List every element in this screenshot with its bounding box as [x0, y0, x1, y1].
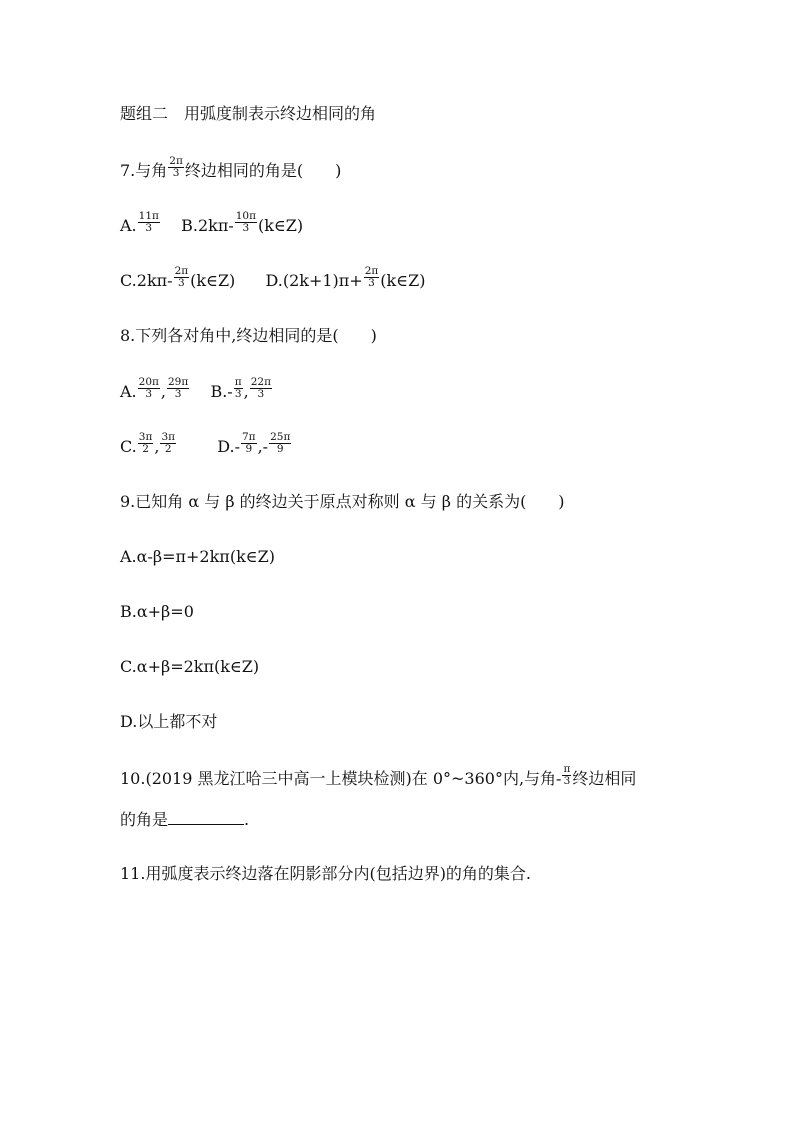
q9-option-d: D.以上都不对 — [120, 712, 218, 731]
q8-option-c: C. $\frac{3\pi}{2}$ , $\frac{3\pi}{2}$ — [120, 431, 176, 456]
q7-fraction: $\frac{2\pi}{3}$ — [169, 155, 183, 179]
question-7 — [120, 155, 342, 183]
q9-option-b: B.α+β=0 — [120, 602, 194, 621]
question-10-line2: 的角是 . — [120, 810, 250, 829]
q7-option-b: B.2kπ- $\frac{10\pi}{3}$ (k∈Z) — [181, 210, 304, 235]
q8-options-ab — [120, 376, 273, 404]
q7-options-ab — [120, 210, 304, 238]
q9-option-c: C.α+β=2kπ(k∈Z) — [120, 657, 260, 676]
q8-option-a: A. $\frac{20\pi}{3}$ , $\frac{29\pi}{3}$ — [120, 376, 189, 401]
q8-option-d: D.- $\frac{7\pi}{9}$ ,- $\frac{25\pi}{9}$ — [217, 431, 291, 456]
q9-option-a: A.α-β=π+2kπ(k∈Z) — [120, 547, 275, 566]
section-heading — [120, 104, 376, 124]
q7-prefix: 7.与角 — [120, 161, 168, 180]
question-11: 11.用弧度表示终边落在阴影部分内(包括边界)的角的集合. — [120, 864, 532, 883]
question-9: 9.已知角 α 与 β 的终边关于原点对称则 α 与 β 的关系为( ) — [120, 492, 565, 511]
q8-option-b: B.- $\frac{\pi}{3}$ , $\frac{22\pi}{3}$ — [210, 376, 271, 401]
q8-options-cd — [120, 431, 292, 459]
question-10: 10.(2019 黑龙江哈三中高一上模块检测)在 0°~360°内,与角- $\frac{\pi}{3}$ 终边相同 — [120, 763, 637, 788]
heading-text: 题组二 用弧度制表示终边相同的角 — [120, 104, 377, 123]
question-8: 8.下列各对角中,终边相同的是( ) — [120, 326, 377, 345]
q7-option-c: C.2kπ- $\frac{2\pi}{3}$ (k∈Z) — [120, 265, 236, 290]
q7-option-a: A. $\frac{11\pi}{3}$ — [120, 210, 159, 235]
q10-fraction: $\frac{\pi}{3}$ — [563, 763, 571, 787]
q7-option-d: D.(2k+1)π+ $\frac{2\pi}{3}$ (k∈Z) — [265, 265, 426, 290]
q7-options-cd — [120, 265, 426, 293]
q7-suffix: 终边相同的角是( ) — [184, 161, 342, 180]
answer-blank[interactable] — [168, 808, 244, 825]
